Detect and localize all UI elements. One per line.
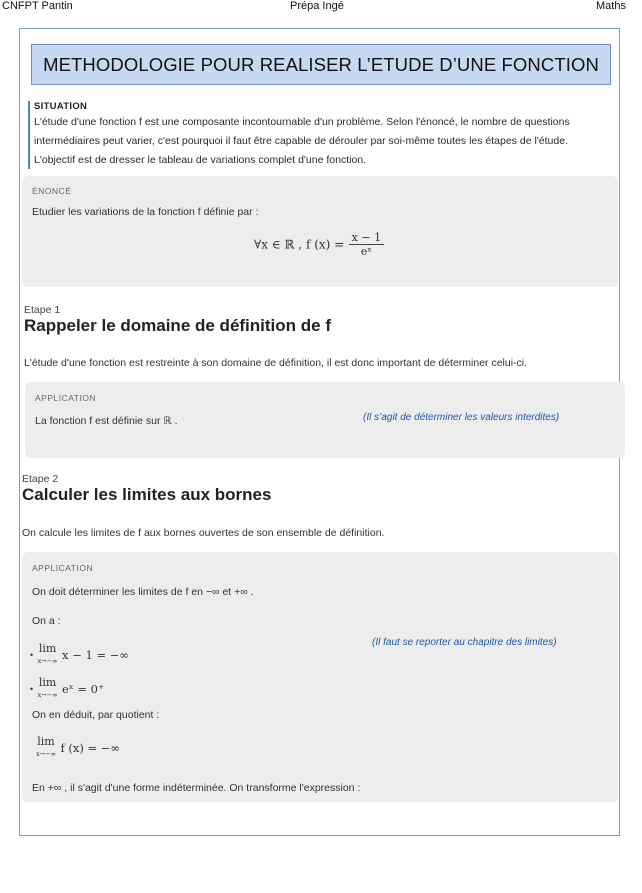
step2-line2: On a : [32, 615, 61, 627]
formula-fraction [349, 231, 384, 258]
step2-line1: On doit déterminer les limites de f en −∞ et +∞ . [32, 586, 254, 598]
limit-2-sub: x→−∞ [37, 691, 58, 699]
enonce-text: Etudier les variations de la fonction f définie par : [32, 206, 259, 218]
limit-1-operator [38, 644, 58, 666]
step1-title: Rappeler le domaine de définition de f [24, 316, 331, 335]
step2-label: Etape 2 [22, 473, 59, 485]
formula-lhs: ∀x ∈ ℝ , f (x) = [254, 237, 345, 252]
limit-1-sub: x→−∞ [37, 657, 58, 665]
page-header [0, 0, 642, 14]
step1-label: Etape 1 [24, 304, 61, 316]
situation-block [28, 101, 619, 169]
step1-note: (Il s’agit de déterminer les valeurs interdites) [363, 412, 560, 423]
limit-3-expr: f (x) = −∞ [60, 741, 120, 755]
enonce-formula [254, 231, 384, 258]
situation-line-3: L'objectif est de dresser le tableau de variations complet d'une fonction. [34, 154, 367, 166]
step1-app-text: La fonction f est définie sur ℝ . [35, 415, 178, 427]
limit-3-operator [36, 737, 56, 759]
limit-2 [30, 678, 104, 700]
situation-line-2: intermédiaires peut varier, c'est pourquoi il faut être capable de dérouler par soi-même toutes les étapes de l'étude. [34, 135, 568, 147]
limit-1-expr: x − 1 = −∞ [62, 648, 129, 662]
step1-application-box [25, 382, 625, 458]
formula-numerator: x − 1 [349, 231, 384, 245]
limit-2-expr: eˣ = 0⁺ [62, 682, 105, 696]
header-center: Prépa Ingé [290, 0, 344, 12]
situation-line-1: L'étude d'une fonction f est une composante incontournable d'un problème. Selon l'énoncé, le nombre de questions [34, 116, 570, 128]
enonce-box [22, 176, 618, 287]
step2-title: Calculer les limites aux bornes [22, 485, 272, 504]
step2-note: (Il faut se reporter au chapitre des limites) [372, 637, 557, 648]
limit-2-operator [38, 678, 58, 700]
step2-line4: En +∞ , il s'agit d'une forme indéterminée. On transforme l'expression : [32, 782, 361, 794]
step2-application-box [22, 552, 618, 802]
step1-paragraph: L'étude d'une fonction est restreinte à son domaine de définition, il est donc important de déterminer celui-ci. [24, 357, 528, 369]
step2-app-label: APPLICATION [32, 563, 94, 573]
situation-label: SITUATION [34, 101, 88, 112]
page-title: METHODOLOGIE POUR REALISER L’ETUDE D’UNE FONCTION [31, 44, 611, 85]
limit-3-sub: x→−∞ [36, 750, 56, 758]
step2-line3: On en déduit, par quotient : [32, 709, 160, 721]
bullet-1: • [30, 650, 34, 660]
step2-paragraph: On calcule les limites de f aux bornes ouvertes de son ensemble de définition. [22, 527, 385, 539]
step1-app-label: APPLICATION [35, 393, 97, 403]
limit-1-word: lim [38, 642, 57, 655]
limit-3 [36, 737, 120, 759]
bullet-2: • [30, 684, 34, 694]
limit-3-word: lim [37, 735, 55, 748]
limit-1 [30, 644, 129, 666]
header-right: Maths [596, 0, 626, 12]
limit-2-word: lim [38, 676, 57, 689]
enonce-label: ÉNONCÉ [32, 186, 72, 196]
header-left: CNFPT Pantin [2, 0, 73, 12]
formula-denominator: eˣ [360, 245, 372, 258]
